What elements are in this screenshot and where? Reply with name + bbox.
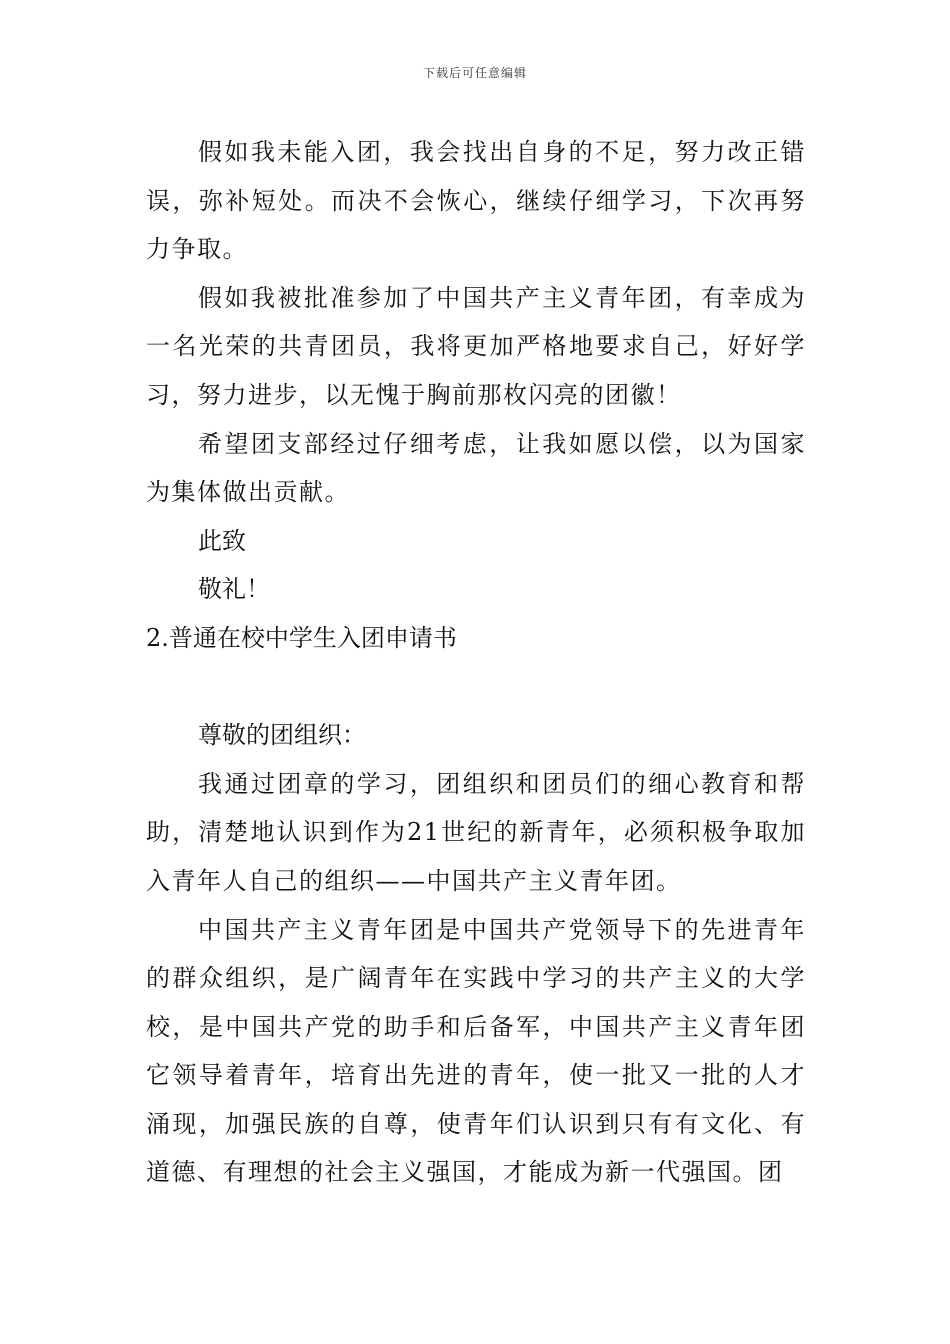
document-body (146, 128, 806, 1197)
page-header: 下载后可任意编辑 (422, 66, 527, 80)
paragraph-approval-plan: 假如我被批准参加了中国共产主义青年团，有幸成为一名光荣的共青团员，我将更加严格地要求自己，好好学习，努力进步，以无愧于胸前那枚闪亮的团徽！ (146, 283, 806, 409)
closing-salutation: 此致 (198, 526, 246, 555)
blank-line (146, 663, 806, 712)
paragraph-league-description: 中国共产主义青年团是中国共产党领导下的先进青年的群众组织，是广阔青年在实践中学习的共产主义的大学校，是中国共产党的助手和后备军，中国共产主义青年团它领导着青年，培育出先进的青年，使一批又一批的人才涌现，加强民族的自尊，使青年们认识到只有有文化、有道德、有理想的社会主义强国，才能成为新一代强国。团 (146, 915, 806, 1187)
letter-greeting: 尊敬的团组织： (198, 721, 366, 750)
paragraph-hope: 希望团支部经过仔细考虑，让我如愿以偿，以为国家为集体做出贡献。 (146, 429, 806, 507)
closing-regards: 敬礼！ (198, 575, 270, 604)
paragraph-failure-plan: 假如我未能入团，我会找出自身的不足，努力改正错误，弥补短处。而决不会恢心，继续仔细学习，下次再努力争取。 (146, 138, 806, 264)
section-heading: 2.普通在校中学生入团申请书 (146, 623, 457, 652)
paragraph-understanding: 我通过团章的学习，团组织和团员们的细心教育和帮助，清楚地认识到作为21世纪的新青年，必须积极争取加入青年人自己的组织——中国共产主义青年团。 (146, 769, 806, 895)
